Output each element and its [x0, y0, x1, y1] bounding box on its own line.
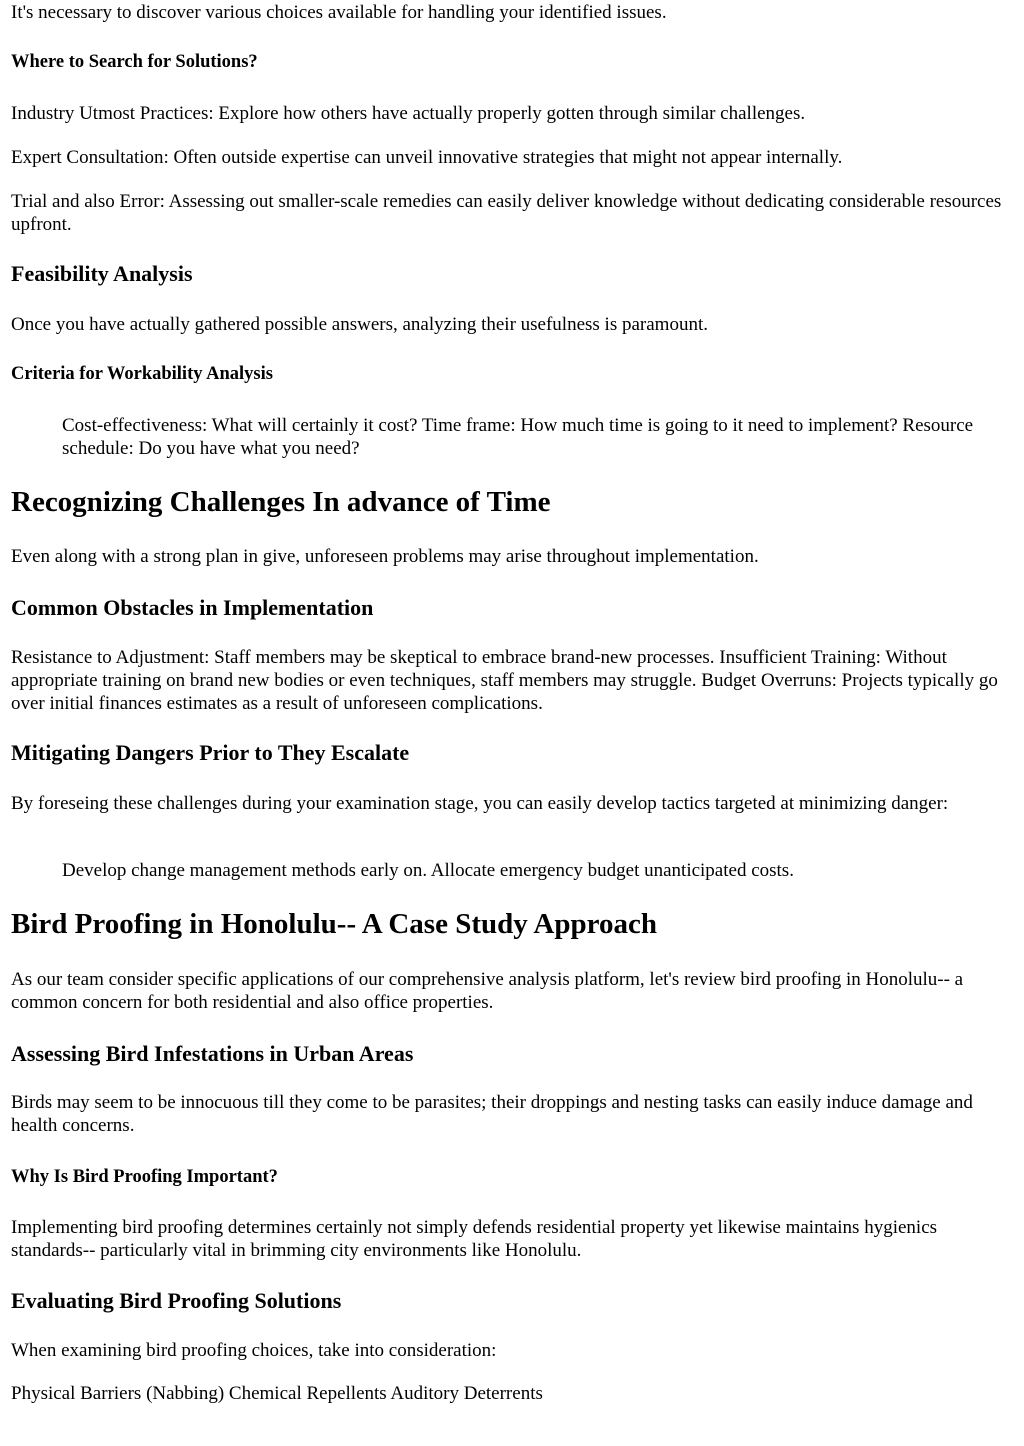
heading-recognizing-challenges: Recognizing Challenges In advance of Time — [11, 486, 551, 518]
blockquote-develop-change: Develop change management methods early on. Allocate emergency budget unanticipated costs. — [62, 860, 794, 881]
paragraph-industry-practices: Industry Utmost Practices: Explore how others have actually properly gotten through similar challenges. — [11, 103, 806, 124]
paragraph-expert-consultation: Expert Consultation: Often outside expertise can unveil innovative strategies that might not appear internally. — [11, 147, 843, 168]
paragraph-even-strong-plan: Even along with a strong plan in give, unforeseen problems may arise throughout implementation. — [11, 546, 759, 567]
heading-common-obstacles: Common Obstacles in Implementation — [11, 595, 374, 620]
paragraph-as-our-team: As our team consider specific applications of our comprehensive analysis platform, let's review bird proofing in Honolulu-- a common concern for both residential and also office properties. — [11, 969, 964, 1013]
paragraph-physical-barriers: Physical Barriers (Nabbing) Chemical Repellents Auditory Deterrents — [11, 1383, 543, 1404]
heading-bird-proofing-honolulu: Bird Proofing in Honolulu-- A Case Study Approach — [11, 908, 657, 940]
paragraph-resistance: Resistance to Adjustment: Staff members may be skeptical to embrace brand-new processes. Insufficient Training: Without appropriate training on brand new bodies or even techniques, staff members may struggle. Budget Overruns: Projects typically go over initial finances estimates as a result of unforeseen complications. — [11, 647, 998, 714]
heading-assessing-bird-infestations: Assessing Bird Infestations in Urban Areas — [11, 1041, 414, 1066]
heading-evaluating-bird-proofing: Evaluating Bird Proofing Solutions — [11, 1288, 342, 1313]
blockquote-criteria-list: Cost-effectiveness: What will certainly it cost? Time frame: How much time is going to it need to implement? Resource schedule: Do you have what you need? — [62, 415, 974, 459]
heading-where-to-search: Where to Search for Solutions? — [11, 52, 258, 72]
paragraph-birds-may-seem: Birds may seem to be innocuous till they come to be parasites; their droppings and nesting tasks can easily induce damage and health concerns. — [11, 1092, 973, 1136]
intro-paragraph: It's necessary to discover various choices available for handling your identified issues. — [11, 2, 667, 23]
paragraph-trial-and-error: Trial and also Error: Assessing out smaller-scale remedies can easily deliver knowledge without dedicating considerable resources upfront. — [11, 191, 1002, 235]
paragraph-implementing: Implementing bird proofing determines certainly not simply defends residential property yet likewise maintains hygienics standards-- particularly vital in brimming city environments like Honolulu. — [11, 1217, 938, 1261]
heading-mitigating-dangers: Mitigating Dangers Prior to They Escalate — [11, 740, 410, 765]
paragraph-once-gathered: Once you have actually gathered possible answers, analyzing their usefulness is paramount. — [11, 314, 708, 335]
heading-criteria: Criteria for Workability Analysis — [11, 364, 273, 384]
heading-feasibility-analysis: Feasibility Analysis — [11, 261, 193, 286]
paragraph-when-examining: When examining bird proofing choices, take into consideration: — [11, 1340, 497, 1361]
heading-why-bird-proofing: Why Is Bird Proofing Important? — [11, 1167, 278, 1187]
paragraph-foreseeing: By foreseing these challenges during your examination stage, you can easily develop tactics targeted at minimizing danger: — [11, 793, 949, 814]
